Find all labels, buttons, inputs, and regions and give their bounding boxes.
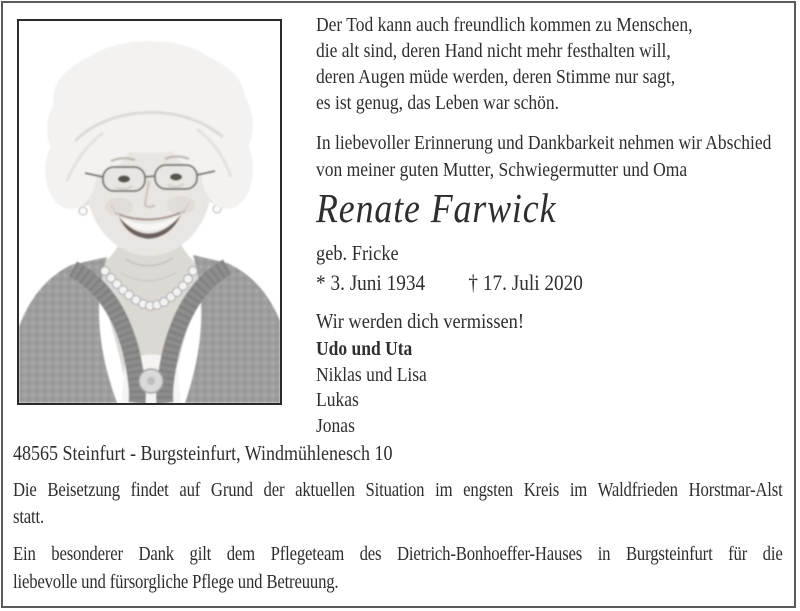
verse-line: es ist genug, das Leben war schön. <box>316 92 560 114</box>
mourner-name: Lukas <box>316 389 359 411</box>
funeral-info-line: Die Beisetzung findet auf Grund der aktuellen Situation im engsten Kreis im Waldfrieden Horstmar-Alst <box>13 480 783 501</box>
verse-line: deren Augen müde werden, deren Stimme nur sagt, <box>316 66 676 88</box>
mourner-name: Niklas und Lisa <box>316 363 427 386</box>
thanks-line: liebevolle und fürsorgliche Pflege und Betreuung. <box>13 572 339 593</box>
farewell-line: Wir werden dich vermissen! <box>316 309 524 333</box>
verse-line: Der Tod kann auch freundlich kommen zu Menschen, <box>316 14 693 36</box>
intro-line: In liebevoller Erinnerung und Dankbarkeit nehmen wir Abschied <box>316 132 772 154</box>
birth-date: * 3. Juni 1934 <box>316 270 426 295</box>
funeral-info-line: statt. <box>13 507 44 528</box>
intro-line: von meiner guten Mutter, Schwiegermutter und Oma <box>316 159 688 181</box>
mourner-name: Udo und Uta <box>316 338 413 360</box>
deceased-name: Renate Farwick <box>316 185 557 231</box>
thanks-line: Ein besonderer Dank gilt dem Pflegeteam des Dietrich-Bonhoeffer-Hauses in Burgsteinfurt für die <box>13 544 783 565</box>
mourner-name: Jonas <box>316 414 355 437</box>
verse-line: die alt sind, deren Hand nicht mehr festhalten will, <box>316 40 671 62</box>
death-date: † 17. Juli 2020 <box>468 270 583 295</box>
maiden-name: geb. Fricke <box>316 241 399 265</box>
address-line: 48565 Steinfurt - Burgsteinfurt, Windmühlenesch 10 <box>13 441 393 465</box>
notice-footer <box>13 0 783 611</box>
